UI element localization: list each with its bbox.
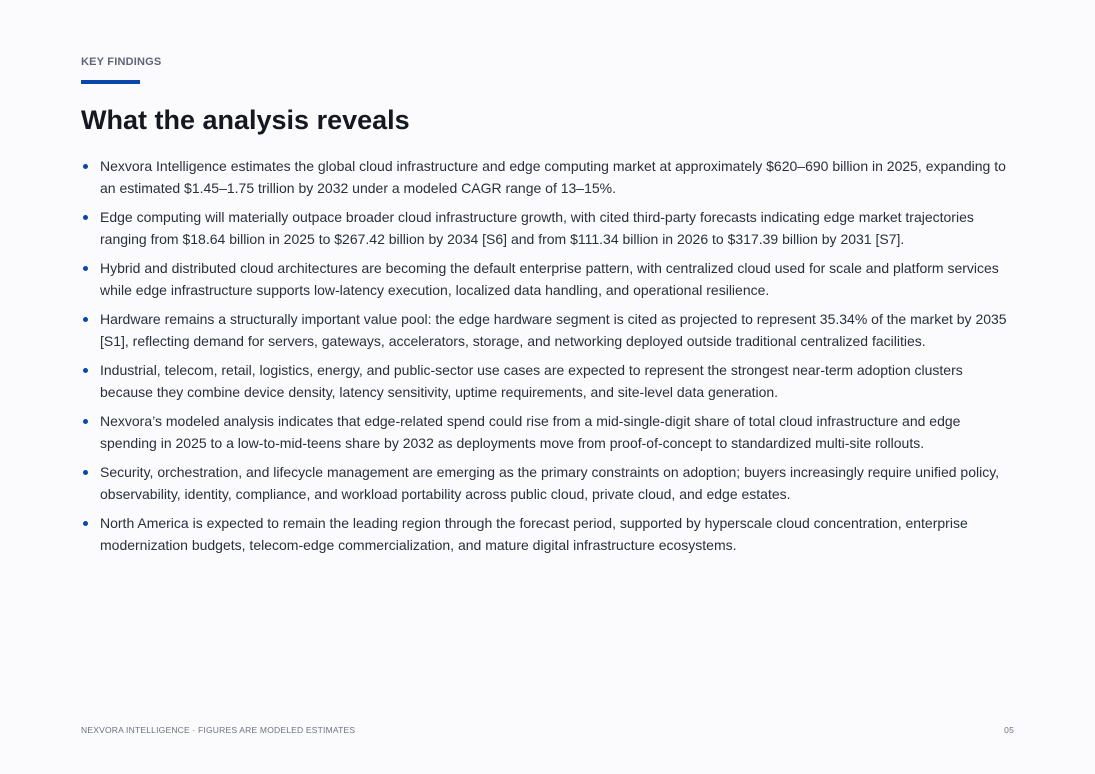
bullet-icon [83,164,88,169]
finding-text: Hybrid and distributed cloud architectures are becoming the default enterprise pattern, with centralized cloud used for scale and platform services while edge infrastructure supports low-latency execution, localized data handling, and operational resilience. [100,260,999,298]
finding-item [81,461,1013,505]
report-page [81,0,1021,774]
bullet-icon [83,368,88,373]
finding-item [81,206,1013,250]
bullet-icon [83,266,88,271]
findings-list [81,155,1013,563]
page-number: 05 [1004,725,1014,735]
bullet-icon [83,215,88,220]
finding-text: Nexvora Intelligence estimates the global cloud infrastructure and edge computing market at approximately $620–690 billion in 2025, expanding to an estimated $1.45–1.75 trillion by 2032 under a modeled CAGR range of 13–15%. [100,158,1006,196]
accent-bar [81,80,140,84]
bullet-icon [83,521,88,526]
page-footer [81,725,1014,735]
finding-text: Security, orchestration, and lifecycle management are emerging as the primary constraints on adoption; buyers increasingly require unified policy, observability, identity, compliance, and workload portability across public cloud, private cloud, and edge estates. [100,464,1000,502]
finding-item [81,155,1013,199]
page-title: What the analysis reveals [81,105,410,135]
section-eyebrow: KEY FINDINGS [81,56,162,68]
bullet-icon [83,470,88,475]
bullet-icon [83,419,88,424]
finding-text: Hardware remains a structurally important value pool: the edge hardware segment is cited as projected to represent 35.34% of the market by 2035 [S1], reflecting demand for servers, gateways, accelerators, storage, and networking deployed outside traditional centralized facilities. [100,311,1007,349]
finding-text: Edge computing will materially outpace broader cloud infrastructure growth, with cited third-party forecasts indicating edge market trajectories ranging from $18.64 billion in 2025 to $267.42 billion by 2034 [S6] and from $111.34 billion in 2026 to $317.39 billion by 2031 [S7]. [100,209,974,247]
finding-text: North America is expected to remain the leading region through the forecast period, supported by hyperscale cloud concentration, enterprise modernization budgets, telecom-edge commercialization, and mature digital infrastructure ecosystems. [100,515,968,553]
footer-note: NEXVORA INTELLIGENCE · FIGURES ARE MODELED ESTIMATES [81,725,356,735]
finding-item [81,410,1013,454]
finding-text: Nexvora’s modeled analysis indicates that edge-related spend could rise from a mid-single-digit share of total cloud infrastructure and edge spending in 2025 to a low-to-mid-teens share by 2032 as deployments move from proof-of-concept to standardized multi-site rollouts. [100,413,961,451]
finding-item [81,308,1013,352]
bullet-icon [83,317,88,322]
finding-item [81,257,1013,301]
finding-text: Industrial, telecom, retail, logistics, energy, and public-sector use cases are expected to represent the strongest near-term adoption clusters because they combine device density, latency sensitivity, uptime requirements, and site-level data generation. [100,362,963,400]
finding-item [81,359,1013,403]
finding-item [81,512,1013,556]
